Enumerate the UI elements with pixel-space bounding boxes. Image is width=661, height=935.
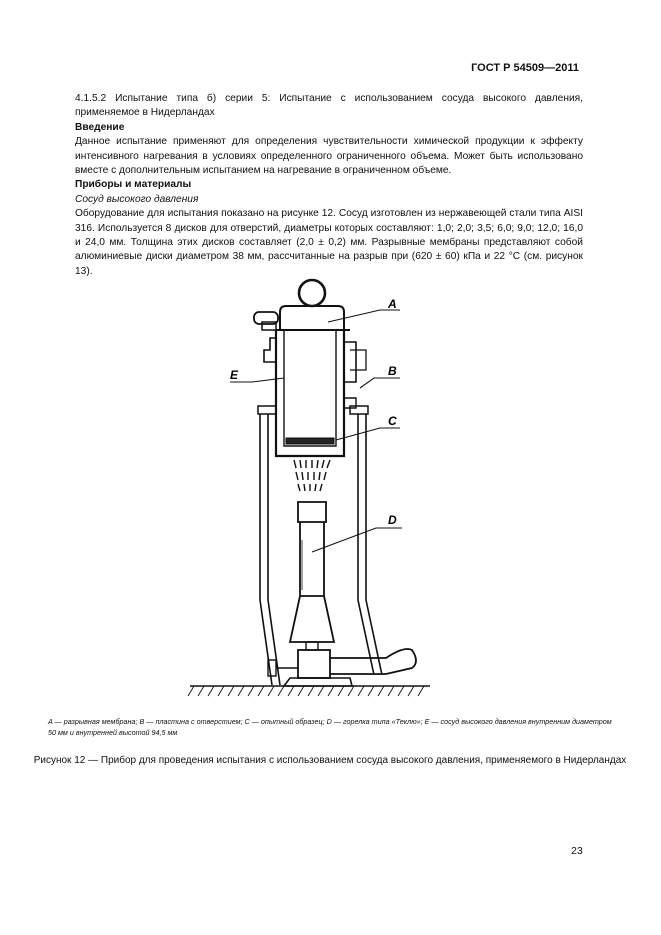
- leader-d: [312, 528, 402, 552]
- vessel-cap: [280, 306, 344, 330]
- label-d: D: [388, 513, 397, 527]
- leader-c: [336, 428, 400, 440]
- document-id: ГОСТ Р 54509—2011: [471, 62, 579, 74]
- apparatus-diagram: [180, 270, 440, 710]
- burner-base: [298, 650, 330, 678]
- right-collar: [350, 406, 368, 414]
- intro-heading: Введение: [75, 121, 125, 133]
- burner-top: [298, 502, 326, 522]
- vessel-subheading: Сосуд высокого давления: [75, 193, 199, 205]
- burner-tube: [300, 522, 324, 596]
- section-body: [75, 92, 583, 279]
- page-number: 23: [571, 845, 583, 857]
- right-leg: [358, 414, 382, 675]
- label-e: E: [230, 368, 239, 382]
- burner-cone: [290, 596, 334, 642]
- left-bracket: [264, 338, 276, 362]
- materials-heading: Приборы и материалы: [75, 179, 192, 191]
- figure-legend: A — разрывная мембрана; B — пластина с отверстием; C — опытный образец; D — горелка типа «Теклю»; E — сосуд высокого давления внутренним диаметром 50 мм и внутренней высотой 94,5 мм: [48, 717, 612, 737]
- side-port: [344, 342, 356, 382]
- label-b: B: [388, 364, 397, 378]
- ground-hatching: [188, 686, 424, 696]
- intro-text: Данное испытание применяют для определения чувствительности химической продукции к эффекту интенсивного нагревания в условиях определенного ограниченного объема. Может быть использовано вместе с дополнительным испытанием на нагревание в ограниченном объеме.: [75, 136, 583, 177]
- top-ring: [299, 280, 325, 306]
- figure-caption: Рисунок 12 — Прибор для проведения испытания с использованием сосуда высокого давления, применяемого в Нидерландах: [33, 755, 627, 766]
- label-a: A: [388, 297, 397, 311]
- flame-pattern: [294, 460, 330, 491]
- label-c: C: [388, 414, 397, 428]
- sample: [286, 438, 334, 444]
- vessel-body: [276, 330, 344, 456]
- leader-a: [328, 310, 400, 322]
- left-collar: [258, 406, 276, 414]
- section-title: 4.1.5.2 Испытание типа б) серии 5: Испытание с использованием сосуда высокого давления, применяемое в Нидерландах: [75, 93, 583, 119]
- vessel-text: Оборудование для испытания показано на рисунке 12. Сосуд изготовлен из нержавеющей стали типа AISI 316. Используется 8 дисков для отверстий, диаметры которых составляют: 1,0; 2,0; 3,5; 6,0; 9,0; 12,0; 16,0 и 24,0 мм. Толщина этих дисков составляет (2,0 ± 0,2) мм. Разрывные мембраны представляют собой алюминиевые диски диаметром 38 мм, рассчитанные на разрыв при (620 ± 60) кПа и 22 °С (см. рисунок 13).: [75, 208, 583, 277]
- leader-b: [360, 378, 400, 388]
